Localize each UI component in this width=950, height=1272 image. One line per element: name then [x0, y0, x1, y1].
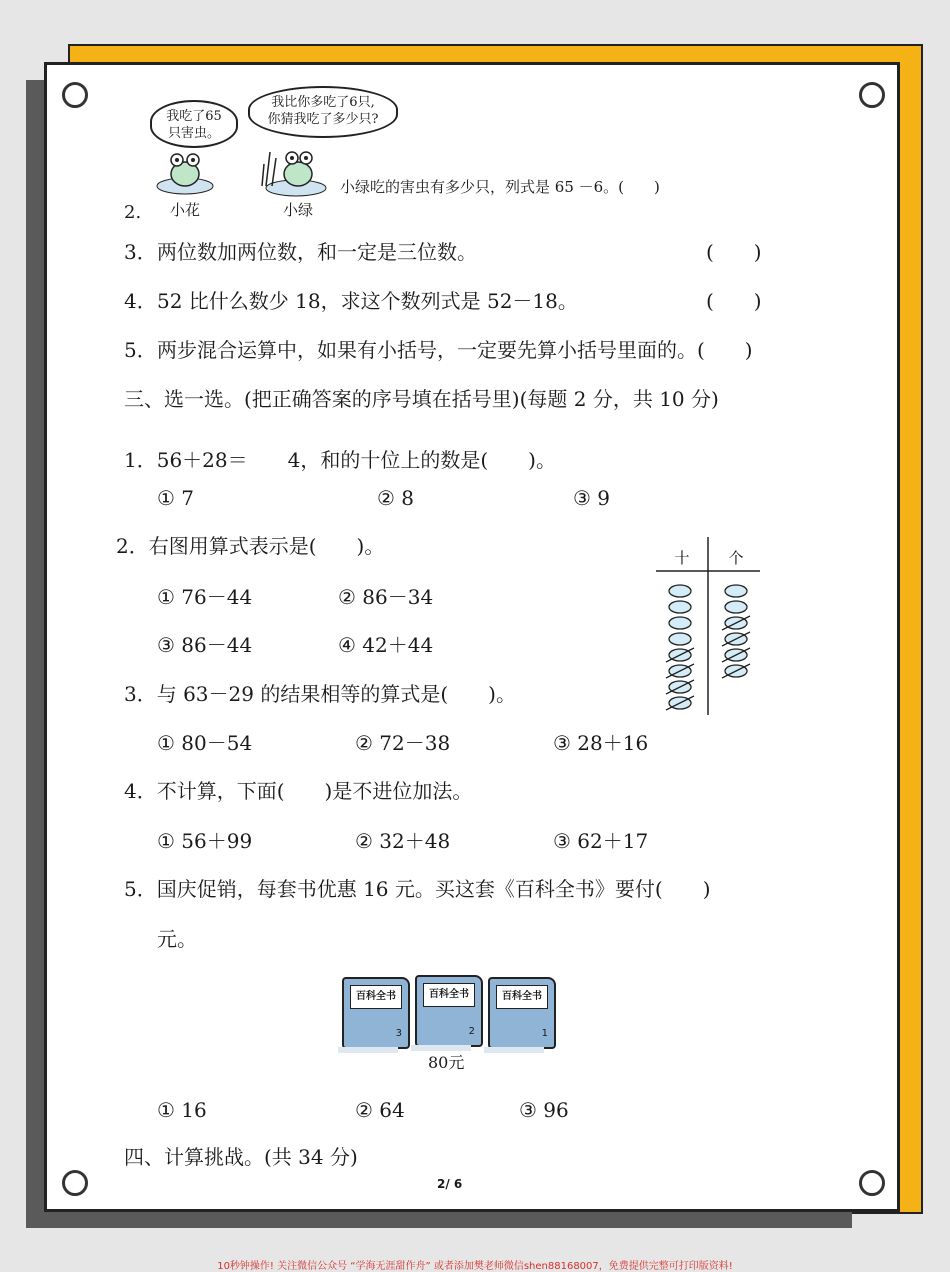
binder-hole-top-left: [62, 82, 88, 108]
book-title: 百科全书: [496, 985, 548, 1009]
choice-q2-option-4[interactable]: ④ 42＋44: [338, 633, 434, 657]
frog-name-xiaolv: 小绿: [283, 201, 314, 219]
frog-xiaohua-icon: [155, 146, 215, 196]
tens-bead-column: [666, 585, 694, 710]
book-title: 百科全书: [423, 983, 475, 1007]
choice-q4-option-1[interactable]: ① 56＋99: [157, 829, 253, 853]
choice-q2-text: 2．右图用算式表示是( )。: [116, 534, 385, 558]
choice-q3-option-3[interactable]: ③ 28＋16: [553, 731, 649, 755]
choice-q1-option-3[interactable]: ③ 9: [573, 486, 611, 510]
choice-q5-option-3[interactable]: ③ 96: [519, 1098, 569, 1122]
frog-xiaolv-icon: [258, 142, 328, 198]
choice-q3-text: 3．与 63－29 的结果相等的算式是( )。: [124, 682, 516, 706]
choice-q5-option-1[interactable]: ① 16: [157, 1098, 207, 1122]
book-set-price: 80元: [428, 1053, 465, 1072]
book-volume-number: 1: [541, 1028, 548, 1039]
footer-notice: 10秒钟操作! 关注微信公众号 “学海无涯甜作舟” 或者添加樊老师微信shen88168007，免费提供完整可打印版资料!: [217, 1261, 733, 1272]
ones-label: 个: [728, 549, 744, 567]
bead: [669, 585, 691, 597]
choice-q2-option-2[interactable]: ② 86－34: [338, 585, 434, 609]
binder-hole-top-right: [859, 82, 885, 108]
choice-q4-option-2[interactable]: ② 32＋48: [355, 829, 451, 853]
judge-q3-answer-blank[interactable]: ( ): [706, 240, 762, 264]
section-3-title: 三、选一选。(把正确答案的序号填在括号里)(每题 2 分，共 10 分): [124, 387, 719, 411]
choice-q1-text: 1．56＋28＝ 4，和的十位上的数是( )。: [124, 448, 556, 472]
choice-q3-option-2[interactable]: ② 72－38: [355, 731, 451, 755]
encyclopedia-book-3: [342, 977, 410, 1049]
judge-q3-number: 3．: [124, 240, 157, 264]
choice-q1-option-1[interactable]: ① 7: [157, 486, 195, 510]
judge-q4-text: 52 比什么数少 18，求这个数列式是 52－18。: [157, 289, 578, 313]
choice-q1-option-2[interactable]: ② 8: [377, 486, 415, 510]
choice-q5-text: 5．国庆促销，每套书优惠 16 元。买这套《百科全书》要付( ): [124, 877, 711, 901]
judge-q2-number: 2.: [124, 202, 142, 223]
place-value-chart: [650, 535, 765, 720]
frog-name-xiaohua: 小花: [170, 201, 201, 219]
judge-q2-text: 小绿吃的害虫有多少只，列式是 65 －6。( ): [340, 178, 660, 196]
judge-q4-answer-blank[interactable]: ( ): [706, 289, 762, 313]
choice-q4-text: 4．不计算，下面( )是不进位加法。: [124, 779, 473, 803]
judge-q4-number: 4．: [124, 289, 157, 313]
judge-q5-number: 5．: [124, 338, 157, 362]
choice-q5-option-2[interactable]: ② 64: [355, 1098, 405, 1122]
choice-q5-text-cont: 元。: [157, 927, 197, 951]
choice-q4-option-3[interactable]: ③ 62＋17: [553, 829, 649, 853]
tens-label: 十: [674, 549, 690, 567]
speech-bubble-xiaolv: 我比你多吃了6只, 你猜我吃了多少只?: [248, 86, 398, 138]
judge-q5-text: 两步混合运算中，如果有小括号，一定要先算小括号里面的。( ): [157, 338, 753, 362]
bead: [725, 601, 747, 613]
book-title: 百科全书: [350, 985, 402, 1009]
binder-hole-bottom-right: [859, 1170, 885, 1196]
bead: [669, 617, 691, 629]
choice-q2-option-1[interactable]: ① 76－44: [157, 585, 253, 609]
bead: [669, 601, 691, 613]
section-4-title: 四、计算挑战。(共 34 分): [124, 1145, 358, 1169]
choice-q3-option-1[interactable]: ① 80－54: [157, 731, 253, 755]
judge-q3-text: 两位数加两位数，和一定是三位数。: [157, 240, 477, 264]
choice-q2-option-3[interactable]: ③ 86－44: [157, 633, 253, 657]
binder-hole-bottom-left: [62, 1170, 88, 1196]
page-number: 2/ 6: [437, 1177, 463, 1191]
encyclopedia-book-1: [488, 977, 556, 1049]
book-volume-number: 3: [395, 1028, 402, 1039]
speech-bubble-xiaohua: 我吃了65 只害虫。: [150, 100, 238, 148]
ones-bead-column: [722, 585, 750, 678]
bead: [669, 633, 691, 645]
book-volume-number: 2: [468, 1026, 475, 1037]
bead: [725, 585, 747, 597]
encyclopedia-book-2: [415, 975, 483, 1047]
